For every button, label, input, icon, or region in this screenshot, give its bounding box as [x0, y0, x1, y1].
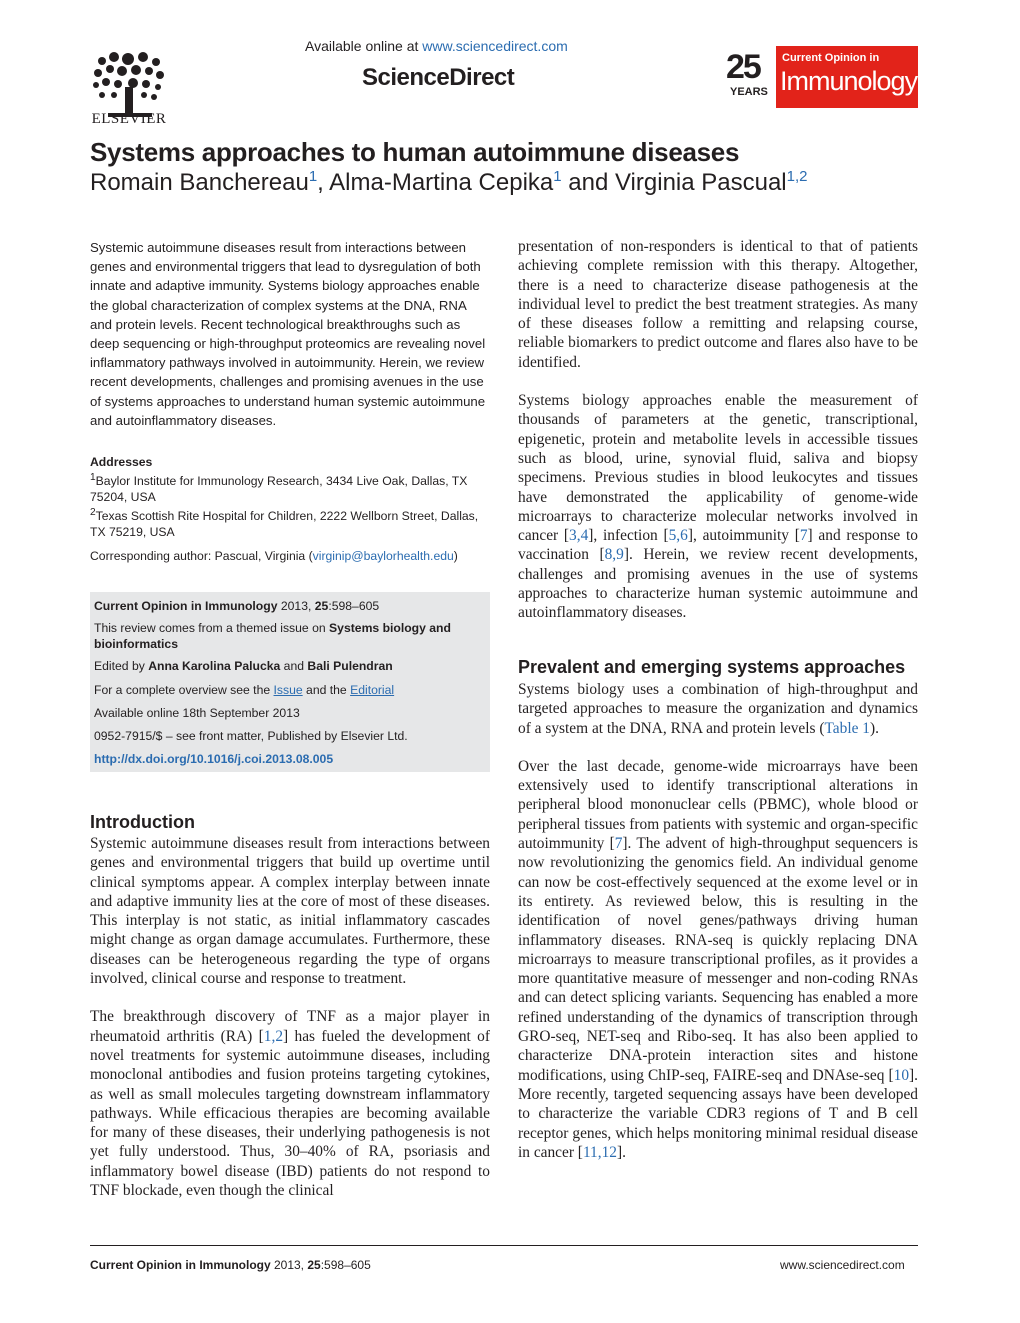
- addresses-heading: Addresses: [90, 455, 153, 469]
- info-citation: [94, 598, 484, 614]
- sciencedirect-brand: ScienceDirect: [362, 64, 515, 91]
- info-journal: Current Opinion in Immunology: [94, 599, 278, 613]
- edited-label: Edited by: [94, 659, 149, 673]
- text-run: ], infection [: [588, 527, 669, 545]
- text-run: ]. The advent of high-throughput sequencers is now revolutionizing the genomics field. An individual genome can now be cost-effectively sequenced at the exome level or in its entirety. As reviewed below, this is resulting in the identification of novel genes/pathways driving human inflammatory diseases. RNA-seq is quickly replacing DNA microarrays to measure transcriptional profiles, as it provides a more quantitative measure of messenger and non-coding RNAs and can detect splicing variants. Sequencing has enabled a more refined understanding of the dynamics of transcription through GRO-seq, NET-seq and Ribo-seq. It has also been applied to characterize DNA-protein interaction sites and histone modifications, using ChIP-seq, FAIRE-seq and DNAse-seq [: [518, 835, 918, 1084]
- citation-link[interactable]: 8,9: [604, 546, 624, 564]
- section-heading-introduction: Introduction: [90, 812, 195, 832]
- editor-name: Anna Karolina Palucka: [148, 659, 281, 673]
- sciencedirect-link[interactable]: www.sciencedirect.com: [422, 38, 568, 54]
- journal-name-box: [776, 46, 918, 108]
- anniversary-badge: [726, 46, 776, 108]
- address-number: 2: [90, 507, 96, 519]
- footer-journal: Current Opinion in Immunology: [90, 1258, 271, 1272]
- email-link[interactable]: virginip@baylorhealth.edu: [312, 549, 454, 563]
- text-run: ] and response to vaccination [: [518, 527, 918, 564]
- badge-years: YEARS: [730, 86, 768, 98]
- themed-label: This review comes from a themed issue on: [94, 621, 330, 635]
- author-name: Romain Banchereau: [90, 169, 309, 196]
- addresses: [90, 454, 490, 540]
- corresponding-author: [90, 548, 490, 564]
- publisher-name: ELSEVIER: [91, 111, 167, 127]
- doi-link[interactable]: http://dx.doi.org/10.1016/j.coi.2013.08.005: [94, 752, 334, 766]
- text-run: Systems biology uses a combination of high-throughput and targeted approaches to measure the organization and dynamics of a system at the DNA, RNA and protein levels (: [518, 681, 918, 737]
- address-item: [90, 505, 490, 540]
- author-affiliation[interactable]: 1: [553, 168, 562, 185]
- footer-volume: 25: [307, 1258, 321, 1272]
- right-column-body: [518, 237, 918, 623]
- article-info-box: [90, 592, 490, 772]
- address-number: 1: [90, 472, 96, 483]
- journal-name-top: Current Opinion in: [782, 52, 880, 64]
- info-pages: :598–605: [328, 599, 380, 613]
- editor-name: Bali Pulendran: [307, 659, 393, 673]
- citation-link[interactable]: 7: [799, 527, 808, 545]
- overview-mid: and the: [302, 683, 351, 697]
- footer-year: 2013,: [270, 1258, 308, 1272]
- paragraph: presentation of non-responders is identical to that of patients achieving complete remission with this therapy. Altogether, there is a need to characterize disease pathogenesis at the individual level to predict the best treatment strategies. As many of these diseases follow a remitting and relapsing course, reliable biomarkers to predict outcome and flares also have to be identified.: [518, 238, 918, 371]
- info-editors: [94, 658, 484, 674]
- text-run: ] has fueled the development of novel treatments for systemic autoimmune diseases, including monoclonal antibodies and fusion proteins targeting cytokines, as well as small molecules targeting downstream inflammatory pathways. While efficacious therapies are becoming available for many of these diseases, their underlying pathogenesis is not yet fully understood. Thus, 30–40% of RA, psoriasis and inflammatory bowel disease (IBD) patients do not respond to TNF blockade, even though the clinical: [90, 1027, 491, 1200]
- badge-number: 25: [726, 48, 760, 86]
- info-overview: [94, 682, 484, 698]
- address-text: Texas Scottish Rite Hospital for Children, 2222 Wellborn Street, Dallas, TX 75219, USA: [90, 509, 479, 540]
- info-available-date: Available online 18th September 2013: [94, 706, 300, 720]
- text-run: ]. More recently, targeted sequencing assays have been developed to characterize the variable CDR3 regions of T and B cell receptor genes, which helps monitoring minimal residual disease in cancer [: [518, 1066, 918, 1161]
- citation-link[interactable]: 3,4: [569, 527, 589, 545]
- citation-link[interactable]: 1,2: [263, 1027, 284, 1045]
- footer-pages: :598–605: [320, 1258, 371, 1272]
- text-run: ].: [617, 1143, 626, 1161]
- author-separator: and: [561, 169, 615, 196]
- paragraph: [90, 1007, 490, 1200]
- footer-rule: [90, 1245, 918, 1246]
- info-volume: 25: [314, 599, 329, 613]
- author-name: Alma-Martina Cepika: [329, 169, 554, 196]
- overview-label: For a complete overview see the: [94, 683, 274, 697]
- themed-topic: Systems biology and bioinformatics: [94, 621, 451, 651]
- paragraph: [518, 680, 918, 738]
- available-online-line: [305, 38, 568, 54]
- author-list: [90, 168, 808, 197]
- address-item: [90, 470, 490, 505]
- journal-badge: [726, 46, 918, 108]
- info-issn: 0952-7915/$ – see front matter, Published by Elsevier Ltd.: [94, 729, 408, 743]
- citation-link[interactable]: 5,6: [668, 527, 688, 545]
- author-affiliation[interactable]: 1: [308, 168, 318, 185]
- section-heading-prevalent-approaches: Prevalent and emerging systems approaches: [518, 657, 906, 677]
- citation-link[interactable]: 10: [893, 1066, 910, 1084]
- text-run: ]. Herein, we review recent developments, challenges and promising avenues in the use of systems approaches to characterize human systemic autoimmune and autoinflammatory diseases.: [518, 546, 918, 622]
- author-affiliation[interactable]: 1,2: [786, 168, 808, 185]
- text-run: ).: [869, 719, 879, 737]
- text-run: Systems biology approaches enable the measurement of thousands of parameters at the genetic, transcriptional, epigenetic, protein and metabolite levels in accessible tissues such as blood, urine, synovial fluid, saliva and biopsy specimens. Previous studies in blood leukocytes and tissues have demonstrated the applicability of genome-wide microarrays to characterize molecular networks involved in cancer [: [518, 392, 918, 545]
- footer-url[interactable]: www.sciencedirect.com: [780, 1258, 905, 1272]
- address-text: Baylor Institute for Immunology Research, 3434 Live Oak, Dallas, TX 75204, USA: [90, 474, 468, 505]
- footer-citation: [90, 1258, 371, 1272]
- prevalent-approaches-body: [518, 680, 918, 1162]
- info-themed-issue: [94, 620, 484, 652]
- paragraph: [518, 757, 918, 1162]
- text-run: ], autoimmunity [: [687, 527, 800, 545]
- available-online-label: Available online at: [305, 38, 423, 54]
- table-link[interactable]: Table 1: [824, 719, 870, 737]
- introduction-body: [90, 834, 490, 1200]
- text-run: Over the last decade, genome-wide microarrays have been extensively used to identify transcriptional alterations in peripheral blood mononuclear cells (PBMC), whole blood or peripheral tissues from patients with systemic and organ-specific autoimmunity [: [518, 757, 918, 853]
- article-title: Systems approaches to human autoimmune diseases: [90, 137, 740, 167]
- abstract: Systemic autoimmune diseases result from interactions between genes and environmental triggers that lead to dysregulation of both innate and adaptive immunity. Systems biology approaches enable the global characterization of complex systems at the DNA, RNA and protein levels. Recent technological breakthroughs such as deep sequencing or high-throughput proteomics are revealing novel inflammatory pathways involved in autoimmunity. Herein, we review recent developments, challenges and promising avenues in the use of systems approaches to understand human systemic autoimmune and autoinflammatory diseases.: [90, 240, 486, 428]
- text-run: The breakthrough discovery of TNF as a major player in rheumatoid arthritis (RA) [: [90, 1008, 490, 1045]
- info-year: 2013,: [277, 599, 315, 613]
- edited-and: and: [280, 659, 308, 673]
- citation-link[interactable]: 7: [614, 835, 623, 853]
- journal-name: Immunology: [780, 66, 918, 96]
- author-name: Virginia Pascual: [614, 169, 787, 196]
- corresponding-label: Corresponding author: Pascual, Virginia (: [90, 549, 313, 563]
- author-separator: ,: [317, 169, 330, 196]
- corresponding-suffix: ): [453, 549, 458, 563]
- paragraph: [518, 391, 918, 623]
- paragraph: Systemic autoimmune diseases result from interactions between genes and environmental triggers that build up overtime until clinical symptoms appear. A complex interplay between innate and adaptive immunity lies at the core of most of these diseases. This interplay is not static, as initial inflammatory cascades might change as organ damage accumulates. Furthermore, these diseases can be heterogeneous regarding the type of organs involved, clinical course and response to treatment.: [90, 835, 490, 988]
- citation-link[interactable]: 11,12: [582, 1143, 617, 1161]
- editorial-link[interactable]: Editorial: [350, 683, 395, 697]
- issue-link[interactable]: Issue: [273, 683, 303, 697]
